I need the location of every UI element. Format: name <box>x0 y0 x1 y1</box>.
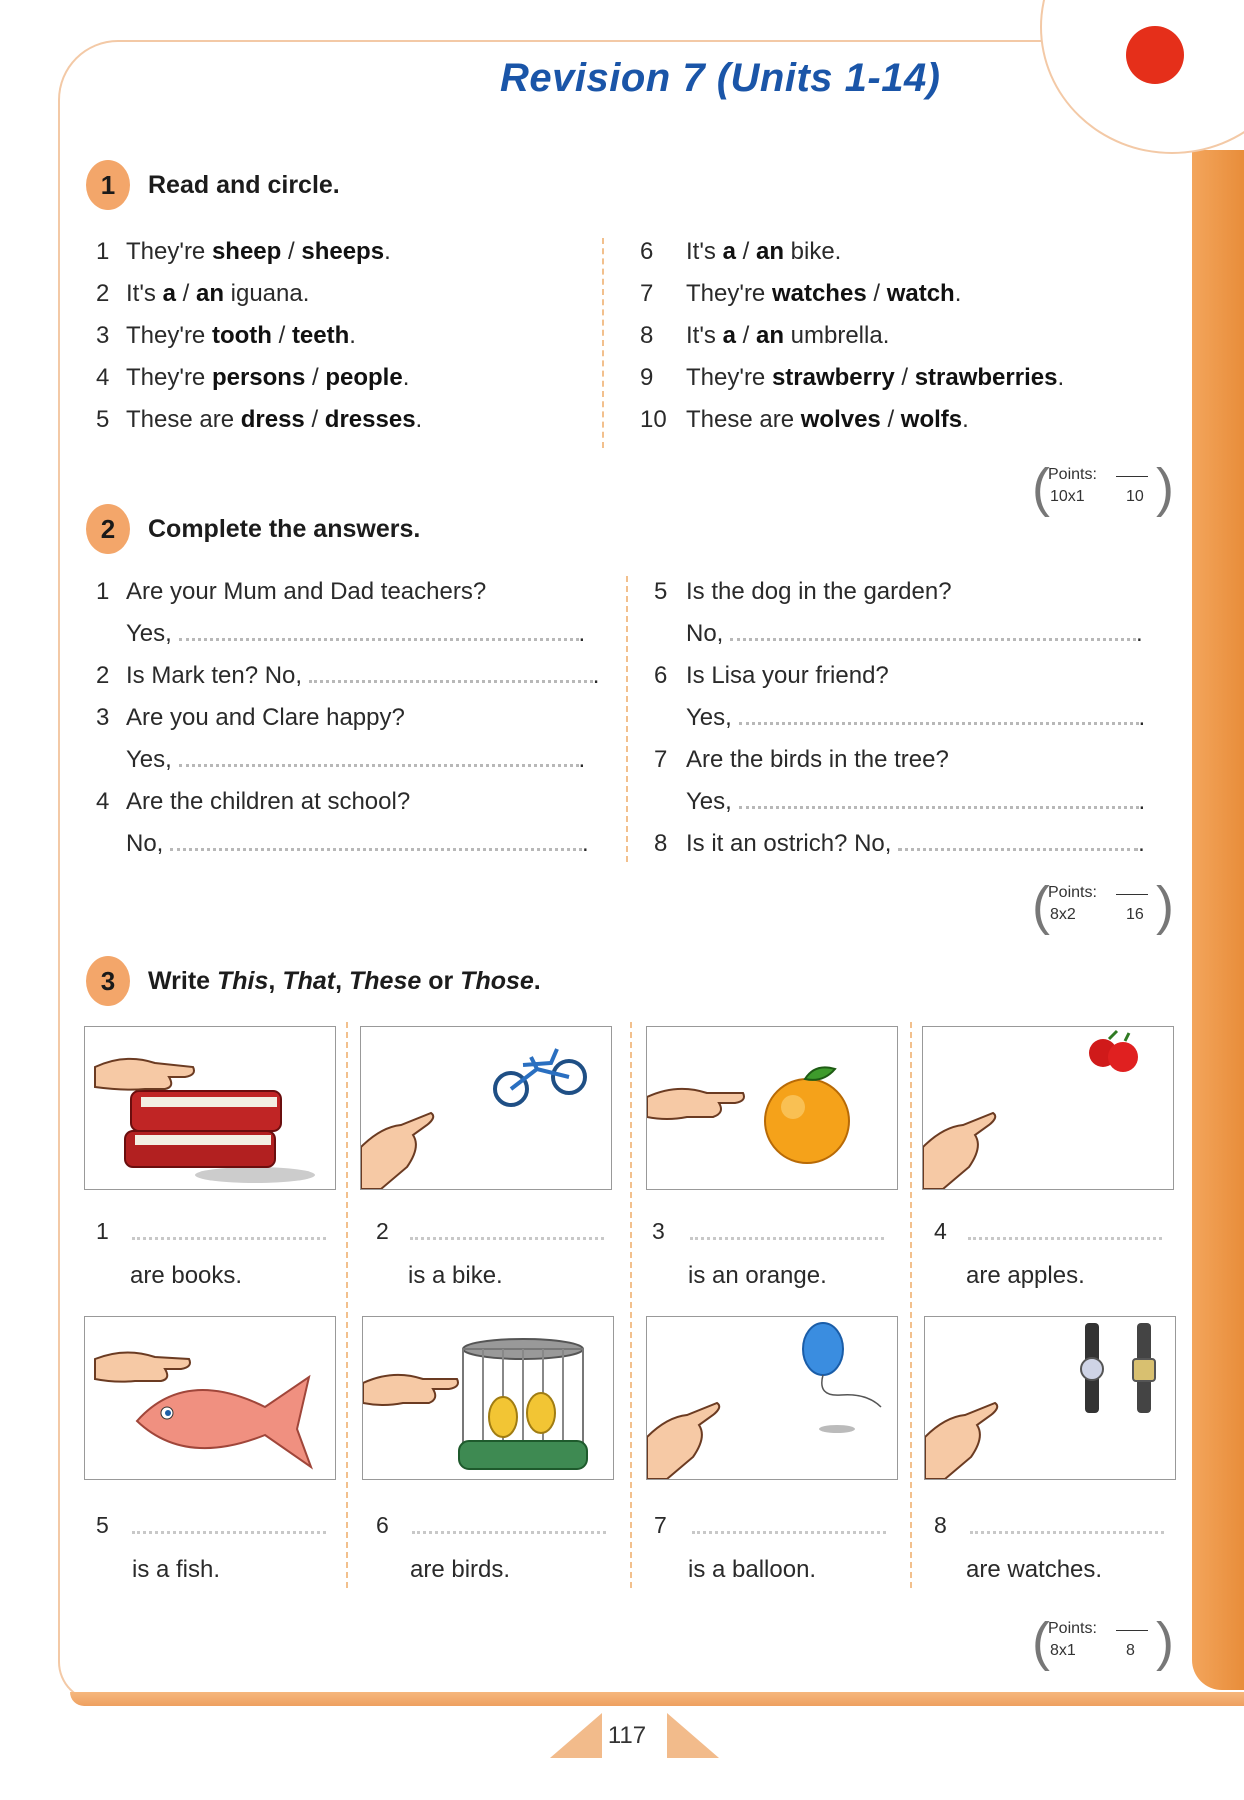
exercise-2-heading <box>86 504 420 554</box>
ex2-answer: Yes, . <box>126 620 586 647</box>
answer-blank[interactable] <box>132 1236 326 1240</box>
option-a[interactable]: tooth <box>211 322 272 349</box>
ex2-question: 1 Are your Mum and Dad teachers? <box>96 578 487 605</box>
ex2-question: 3 Are you and Clare happy? <box>96 704 405 731</box>
item-text: are birds. <box>410 1556 511 1583</box>
exercise-title: Write This, That, These or Those. <box>148 966 541 995</box>
picture-apples <box>922 1026 1174 1190</box>
points-box: ( Points: 8x1 8 ) <box>1032 1612 1174 1672</box>
option-a[interactable]: strawberry <box>771 364 895 391</box>
picture-books <box>84 1026 336 1190</box>
item-number: 6 <box>376 1512 389 1538</box>
item-text: are apples. <box>966 1262 1085 1289</box>
column-divider <box>910 1022 912 1588</box>
option-a[interactable]: dress <box>240 406 305 433</box>
ex2-question: 7 Are the birds in the tree? <box>654 746 949 773</box>
answer-blank[interactable] <box>170 834 582 851</box>
ex2-answer: No, . <box>686 620 1143 647</box>
item-text: is a fish. <box>132 1556 221 1583</box>
page-number: 117 <box>607 1722 647 1749</box>
picture-fish <box>84 1316 336 1480</box>
item-number: 5 <box>96 1512 109 1538</box>
ex2-question: 6 Is Lisa your friend? <box>654 662 889 689</box>
ex2-answer: Yes, . <box>126 746 586 773</box>
points-box: ( Points: 10x1 10 ) <box>1032 458 1174 518</box>
option-b[interactable]: an <box>755 322 784 349</box>
exercise-number-badge: 3 <box>86 956 130 1006</box>
ex1-item: 9 They're strawberry / strawberries. <box>640 364 1065 391</box>
ex2-question: 8 Is it an ostrich? No, . <box>654 830 1145 857</box>
item-number: 1 <box>96 1218 109 1244</box>
answer-blank[interactable] <box>179 624 579 641</box>
option-a[interactable]: a <box>722 322 736 349</box>
picture-birds-in-cage <box>362 1316 614 1480</box>
ex1-item: 3 They're tooth / teeth. <box>96 322 356 349</box>
picture-watches <box>924 1316 1176 1480</box>
option-a[interactable]: persons <box>211 364 306 391</box>
option-a[interactable]: watches <box>771 280 867 307</box>
option-b[interactable]: strawberries <box>914 364 1058 391</box>
answer-blank[interactable] <box>132 1530 326 1534</box>
item-number: 4 <box>934 1218 947 1244</box>
answer-blank[interactable] <box>690 1236 884 1240</box>
answer-blank[interactable] <box>970 1530 1164 1534</box>
column-divider <box>626 576 628 862</box>
option-a[interactable]: wolves <box>800 406 881 433</box>
column-divider <box>346 1022 348 1588</box>
answer-blank[interactable] <box>692 1530 886 1534</box>
ex1-item: 2 It's a / an iguana. <box>96 280 310 307</box>
option-b[interactable]: an <box>755 238 784 265</box>
answer-blank[interactable] <box>179 750 579 767</box>
column-divider <box>630 1022 632 1588</box>
answer-blank[interactable] <box>739 708 1139 725</box>
answer-blank[interactable] <box>410 1236 604 1240</box>
option-b[interactable]: an <box>195 280 224 307</box>
option-b[interactable]: watch <box>886 280 955 307</box>
item-text: is an orange. <box>688 1262 827 1289</box>
item-text: is a balloon. <box>688 1556 817 1583</box>
answer-blank[interactable] <box>730 624 1136 641</box>
picture-bike <box>360 1026 612 1190</box>
item-text: is a bike. <box>408 1262 503 1289</box>
item-number: 8 <box>934 1512 947 1538</box>
column-divider <box>602 238 604 448</box>
answer-blank[interactable] <box>968 1236 1162 1240</box>
points-box: ( Points: 8x2 16 ) <box>1032 876 1174 936</box>
answer-blank[interactable] <box>739 792 1139 809</box>
ex2-question: 2 Is Mark ten? No, . <box>96 662 600 689</box>
option-b[interactable]: wolfs <box>900 406 963 433</box>
item-number: 2 <box>376 1218 389 1244</box>
option-b[interactable]: sheeps <box>301 238 385 265</box>
option-b[interactable]: dresses <box>324 406 416 433</box>
page-bottom-band <box>70 1692 1244 1706</box>
item-number: 3 <box>652 1218 665 1244</box>
page-number-decoration <box>667 1713 719 1758</box>
page-edge-band <box>1192 150 1244 1690</box>
option-b[interactable]: people <box>325 364 403 391</box>
answer-blank[interactable] <box>309 666 593 683</box>
answer-blank[interactable] <box>412 1530 606 1534</box>
exercise-number-badge: 1 <box>86 160 130 210</box>
exercise-title: Complete the answers. <box>148 514 421 543</box>
picture-balloon <box>646 1316 898 1480</box>
exercise-number-badge: 2 <box>86 504 130 554</box>
option-a[interactable]: sheep <box>211 238 282 265</box>
exercise-1-heading <box>86 160 340 210</box>
item-text: are books. <box>130 1262 243 1289</box>
item-number: 7 <box>654 1512 667 1538</box>
ex1-item: 8 It's a / an umbrella. <box>640 322 890 349</box>
ex1-item: 1 They're sheep / sheeps. <box>96 238 391 265</box>
option-a[interactable]: a <box>722 238 736 265</box>
exercise-3-heading <box>86 956 541 1006</box>
ex2-question: 5 Is the dog in the garden? <box>654 578 952 605</box>
option-b[interactable]: teeth <box>291 322 350 349</box>
ex1-item: 6 It's a / an bike. <box>640 238 842 265</box>
option-a[interactable]: a <box>162 280 176 307</box>
ex1-item: 7 They're watches / watch. <box>640 280 962 307</box>
exercise-title: Read and circle. <box>148 170 340 199</box>
ex2-answer: No, . <box>126 830 589 857</box>
picture-orange <box>646 1026 898 1190</box>
ex2-question: 4 Are the children at school? <box>96 788 411 815</box>
answer-blank[interactable] <box>898 834 1138 851</box>
item-text: are watches. <box>966 1556 1103 1583</box>
ex1-item: 10 These are wolves / wolfs. <box>640 406 969 433</box>
page-title: Revision 7 (Units 1-14) <box>500 56 941 100</box>
ex2-answer: Yes, . <box>686 704 1146 731</box>
red-dot-icon <box>1126 26 1184 84</box>
ex2-answer: Yes, . <box>686 788 1146 815</box>
ex1-item: 5 These are dress / dresses. <box>96 406 423 433</box>
ex1-item: 4 They're persons / people. <box>96 364 410 391</box>
